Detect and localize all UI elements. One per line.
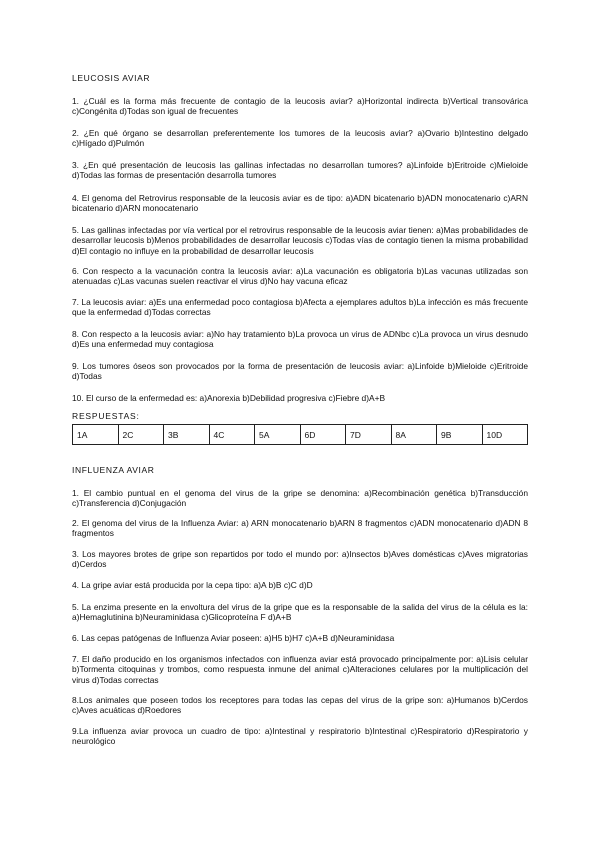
answer-cell: 3B: [164, 425, 210, 445]
leucosis-question-6: 6. Con respecto a la vacunación contra la leucosis aviar: a)La vacunación es obligatoria b)Las vacunas utilizadas son atenuadas c)Las vacunas suelen reactivar el virus d)No hay vacuna eficaz: [72, 266, 528, 287]
leucosis-question-5: 5. Las gallinas infectadas por vía vertical por el retrovirus responsable de la leucosis aviar tienen: a)Mas probabilidades de desarrollar leucosis b)Menos probabilidades de desarrollar leucosis c)Todas vías de contagio tienen la misma probabilidad d)El contagio no influye en la probabilidad de desarrollar leucosis: [72, 225, 528, 256]
leucosis-section-title: LEUCOSIS AVIAR: [72, 73, 151, 83]
leucosis-question-1: 1. ¿Cuál es la forma más frecuente de contagio de la leucosis aviar? a)Horizontal indirecta b)Vertical transovárica c)Congénita d)Todas son igual de frecuentes: [72, 96, 528, 117]
influenza-question-5: 5. La enzima presente en la envoltura del virus de la gripe que es la responsable de la salida del virus de la célula es la: a)Hemaglutinina b)Neuraminidasa c)Glicoproteína F d)A+B: [72, 602, 528, 623]
answer-cell: 2C: [118, 425, 164, 445]
answer-cell: 8A: [391, 425, 437, 445]
answer-cell: 10D: [482, 425, 528, 445]
answer-cell: 6D: [300, 425, 346, 445]
leucosis-question-3: 3. ¿En qué presentación de leucosis las gallinas infectadas no desarrollan tumores? a)Linfoide b)Eritroide c)Mieloide d)Todas las formas de presentación desarrolla tumores: [72, 160, 528, 181]
influenza-question-2: 2. El genoma del virus de la Influenza Aviar: a) ARN monocatenario b)ARN 8 fragmentos c)ADN monocatenario d)ADN 8 fragmentos: [72, 518, 528, 539]
influenza-question-3: 3. Los mayores brotes de gripe son repartidos por todo el mundo por: a)Insectos b)Aves domésticas c)Aves migratorias d)Cerdos: [72, 549, 528, 570]
leucosis-question-10: 10. El curso de la enfermedad es: a)Anorexia b)Debilidad progresiva c)Fiebre d)A+B: [72, 393, 386, 403]
answer-cell: 7D: [346, 425, 392, 445]
answers-row: [73, 425, 528, 445]
influenza-question-7: 7. El daño producido en los organismos infectados con influenza aviar está provocado principalmente por: a)Lisis celular b)Tormenta citoquinas y trombos, como respuesta inmune del animal c)Alteraciones celulares por la multiplicación del virus d)Todas correctas: [72, 654, 528, 685]
responses-label: RESPUESTAS:: [72, 411, 140, 421]
influenza-question-9: 9.La influenza aviar provoca un cuadro de tipo: a)Intestinal y respiratorio b)Intestinal c)Respiratorio d)Respiratorio y neurológico: [72, 726, 528, 747]
leucosis-question-9: 9. Los tumores óseos son provocados por la forma de presentación de leucosis aviar: a)Linfoide b)Mieloide c)Eritroide d)Todas: [72, 361, 528, 382]
influenza-section-title: INFLUENZA AVIAR: [72, 465, 155, 475]
influenza-question-4: 4. La gripe aviar está producida por la cepa tipo: a)A b)B c)C d)D: [72, 580, 313, 590]
influenza-question-6: 6. Las cepas patógenas de Influenza Aviar poseen: a)H5 b)H7 c)A+B d)Neuraminidasa: [72, 633, 395, 643]
answer-cell: 4C: [209, 425, 255, 445]
answer-cell: 1A: [73, 425, 119, 445]
leucosis-question-4: 4. El genoma del Retrovirus responsable de la leucosis aviar es de tipo: a)ADN bicatenario b)ADN monocatenario c)ARN bicatenario d)ARN monocatenario: [72, 193, 528, 214]
answer-cell: 9B: [437, 425, 483, 445]
answers-table: [72, 424, 528, 445]
influenza-question-1: 1. El cambio puntual en el genoma del virus de la gripe se denomina: a)Recombinación genética b)Transducción c)Transferencia d)Conjugación: [72, 488, 528, 509]
influenza-question-8: 8.Los animales que poseen todos los receptores para todas las cepas del virus de la gripe son: a)Humanos b)Cerdos c)Aves acuáticas d)Roedores: [72, 695, 528, 716]
leucosis-question-7: 7. La leucosis aviar: a)Es una enfermedad poco contagiosa b)Afecta a ejemplares adultos b)La infección es más frecuente que la enfermedad d)Todas correctas: [72, 297, 528, 318]
leucosis-question-2: 2. ¿En qué órgano se desarrollan preferentemente los tumores de la leucosis aviar? a)Ovario b)Intestino delgado c)Hígado d)Pulmón: [72, 128, 528, 149]
answer-cell: 5A: [255, 425, 301, 445]
leucosis-question-8: 8. Con respecto a la leucosis aviar: a)No hay tratamiento b)La provoca un virus de ADNbc c)La provoca un virus desnudo d)Es una enfermedad muy contagiosa: [72, 329, 528, 350]
